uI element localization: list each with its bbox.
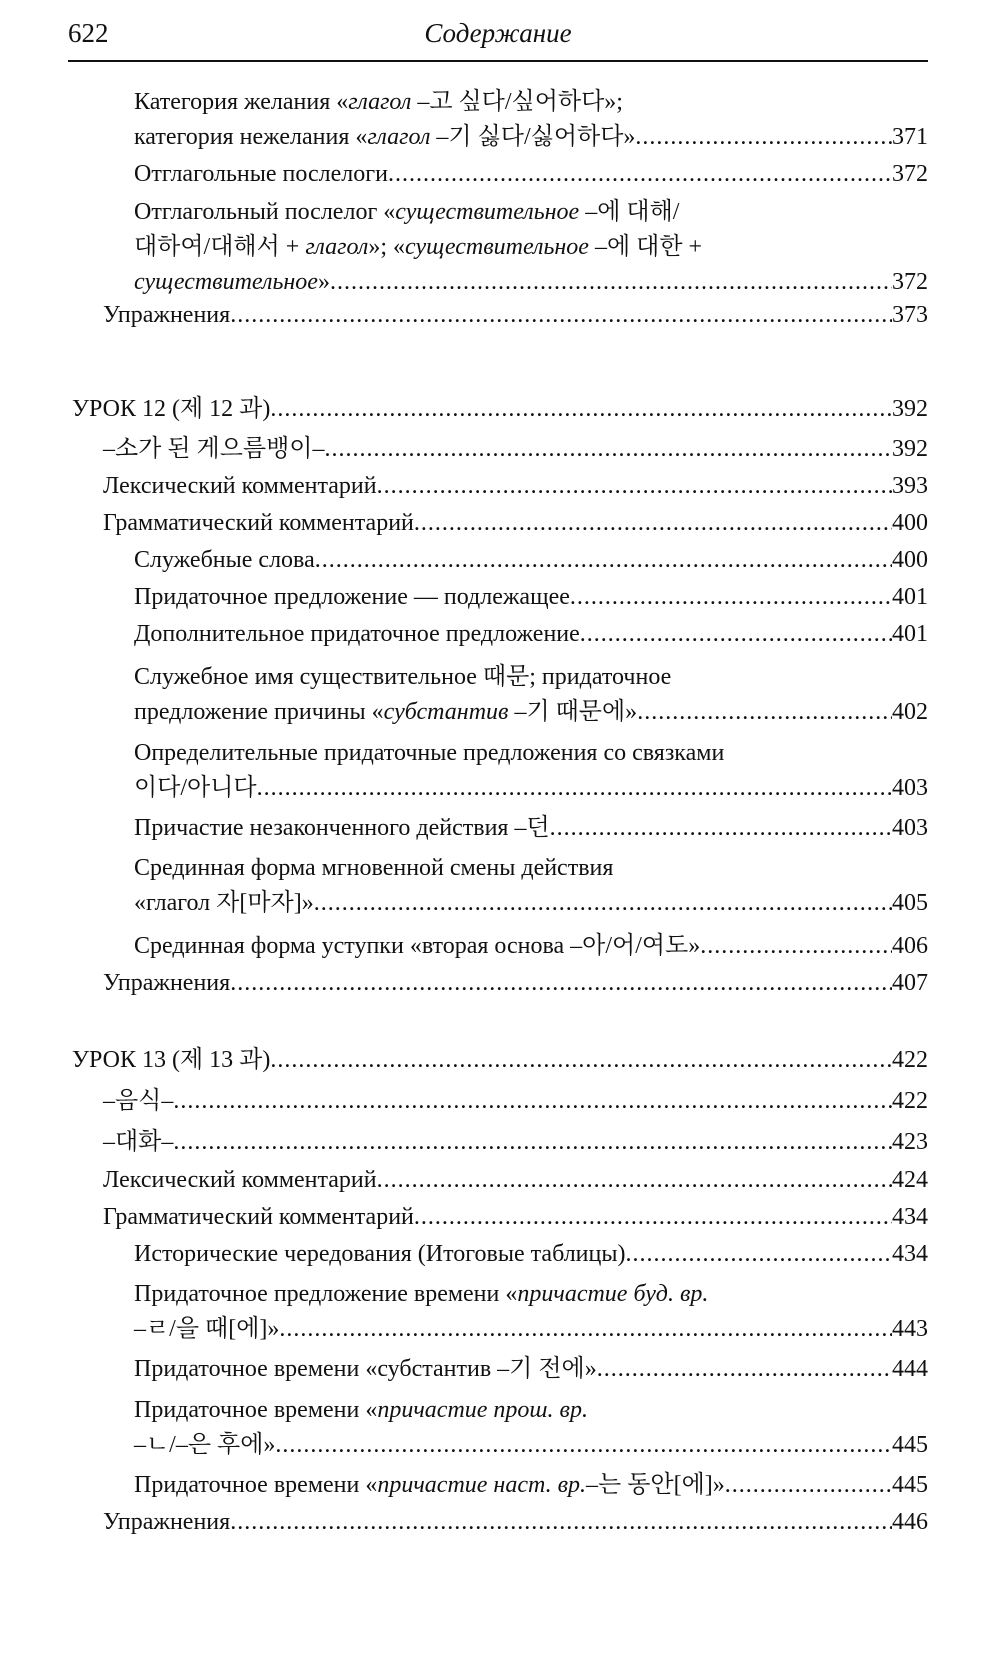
page-title: Содержание <box>424 18 572 48</box>
toc-entry: Лексический комментарий ..... 424 <box>103 1163 928 1198</box>
toc-entry: –음식– ..... 422 <box>103 1084 928 1119</box>
toc-entry: –대화– ..... 423 <box>103 1125 928 1160</box>
toc-page-number: 445 <box>892 1472 928 1498</box>
toc-page-number: 403 <box>892 775 928 801</box>
toc-page-number: 424 <box>892 1167 928 1193</box>
toc-entry: Исторические чередования (Итоговые таблицы) ..... 434 <box>134 1237 928 1272</box>
toc-page-number: 400 <box>892 547 928 573</box>
toc-entry: Лексический комментарий ..... 393 <box>103 469 928 504</box>
toc-page-number: 446 <box>892 1509 928 1535</box>
toc-entry: Придаточное времени «субстантив –기 전에» ..... 444 <box>134 1352 928 1387</box>
toc-entry: Служебные слова ..... 400 <box>134 543 928 578</box>
toc-page-number: 405 <box>892 890 928 916</box>
toc-entry: Упражнения ..... 373 <box>103 298 928 333</box>
toc-entry-lesson-12: УРОК 12 (제 12 과) ..... 392 <box>72 392 928 427</box>
page-number: 622 <box>68 18 109 48</box>
toc-entry: Отглагольный послелог «существительное –에 대해/ 대하여/대해서 + глагол»; «существительное –에 대한 + существительное» ..... 372 <box>134 195 928 300</box>
toc-entry: Упражнения ..... 407 <box>103 966 928 1001</box>
toc-page-number: 422 <box>892 1047 928 1073</box>
page-header <box>68 16 928 64</box>
toc-page-number: 445 <box>892 1432 928 1458</box>
toc-page-number: 400 <box>892 510 928 536</box>
toc-page-number: 422 <box>892 1088 928 1114</box>
toc-page-number: 434 <box>892 1241 928 1267</box>
toc-entry: Отглагольные послелоги ..... 372 <box>134 157 928 192</box>
toc-entry: Упражнения ..... 446 <box>103 1505 928 1540</box>
toc-entry: Придаточное предложение времени «причастие буд. вр. –ㄹ/을 때[에]» ..... 443 <box>134 1277 928 1347</box>
toc-page-number: 372 <box>892 269 928 295</box>
toc-page-number: 392 <box>892 436 928 462</box>
toc-page-number: 406 <box>892 933 928 959</box>
toc-entry: Срединная форма уступки «вторая основа –아/어/여도» ..... 406 <box>134 929 928 964</box>
toc-entry: Грамматический комментарий ..... 400 <box>103 506 928 541</box>
toc-entry-wish-category: Категория желания «глагол –고 싶다/싶어하다»; категория нежелания «глагол –기 싫다/싫어하다» ..... 371 <box>134 85 928 155</box>
toc-page-number: 402 <box>892 699 928 725</box>
toc-page-number: 407 <box>892 970 928 996</box>
toc-page-number: 392 <box>892 396 928 422</box>
toc-page-number: 393 <box>892 473 928 499</box>
toc-page-number: 423 <box>892 1129 928 1155</box>
toc-entry: Дополнительное придаточное предложение ..... 401 <box>134 617 928 652</box>
toc-page-number: 401 <box>892 621 928 647</box>
header-rule <box>68 60 928 62</box>
toc-entry: Срединная форма мгновенной смены действия «глагол 자[마자]» ..... 405 <box>134 851 928 921</box>
toc-entry: Грамматический комментарий ..... 434 <box>103 1200 928 1235</box>
toc-entry: Служебное имя существительное 때문; придаточное предложение причины «субстантив –기 때문에» ..... 402 <box>134 660 928 730</box>
toc-page-number: 434 <box>892 1204 928 1230</box>
toc-entry: Придаточное времени «причастие прош. вр. –ㄴ/–은 후에» ..... 445 <box>134 1393 928 1463</box>
toc-page-number: 403 <box>892 815 928 841</box>
toc-entry: –소가 된 게으름뱅이– ..... 392 <box>103 432 928 467</box>
toc-page-number: 371 <box>892 124 928 150</box>
toc-page-number: 444 <box>892 1356 928 1382</box>
toc-entry: Причастие незаконченного действия –던 ..... 403 <box>134 811 928 846</box>
toc-entry: Определительные придаточные предложения со связками 이다/아니다 ..... 403 <box>134 736 928 806</box>
toc-entry: Придаточное предложение — подлежащее ..... 401 <box>134 580 928 615</box>
toc-page-number: 443 <box>892 1316 928 1342</box>
toc-page-number: 372 <box>892 161 928 187</box>
toc-page-number: 373 <box>892 302 928 328</box>
toc-entry-lesson-13: УРОК 13 (제 13 과) ..... 422 <box>72 1043 928 1078</box>
toc-entry: Придаточное времени «причастие наст. вр.–는 동안[에]» ..... 445 <box>134 1468 928 1503</box>
toc-page-number: 401 <box>892 584 928 610</box>
